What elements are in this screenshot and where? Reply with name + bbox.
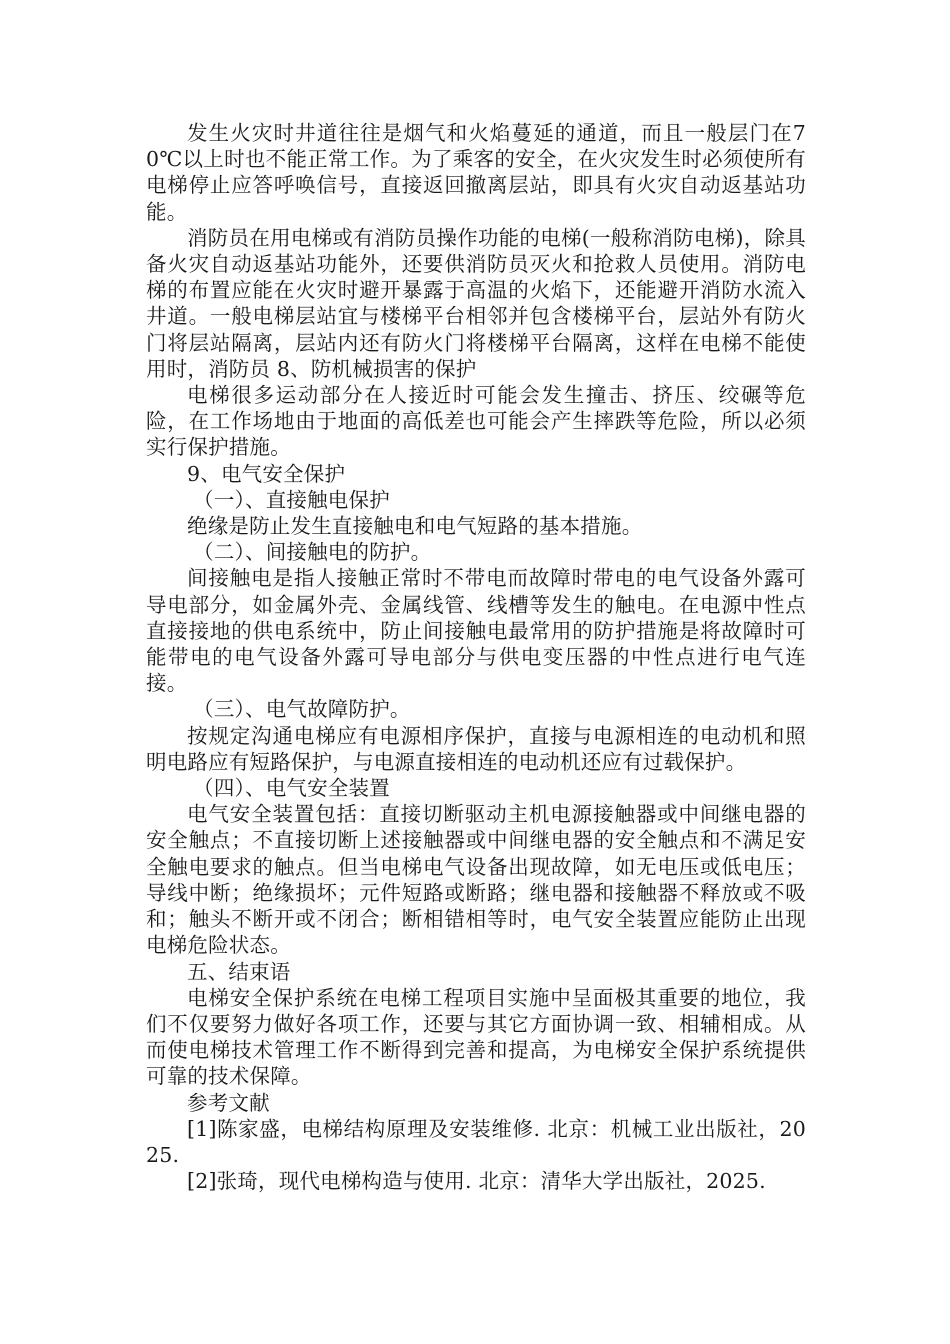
reference-item-1: [1]陈家盛，电梯结构原理及安装维修. 北京：机械工业出版社，2025. [146,1116,806,1167]
heading-electrical-fault: （三）、电气故障防护。 [193,697,411,722]
heading-safety-device: （四）、电气安全装置 [193,776,390,801]
paragraph-electrical-fault: 按规定沟通电梯应有电源相序保护，直接与电源相连的电动机和照明电路应有短路保护，与电源直接相连的电动机还应有过载保护。 [146,723,806,774]
paragraph-direct-shock: 绝缘是防止发生直接触电和电气短路的基本措施。 [187,514,643,539]
paragraph-mechanical-protection: 电梯很多运动部分在人接近时可能会发生撞击、挤压、绞碾等危险，在工作场地由于地面的高低差也可能会产生摔跌等危险，所以必须实行保护措施。 [146,383,806,460]
heading-conclusion: 五、结束语 [187,959,291,984]
reference-item-2: [2]张琦，现代电梯构造与使用. 北京：清华大学出版社，2025. [187,1169,766,1194]
paragraph-conclusion: 电梯安全保护系统在电梯工程项目实施中呈面极其重要的地位，我们不仅要努力做好各项工作，还要与其它方面协调一致、相辅相成。从而使电梯技术管理工作不断得到完善和提高，为电梯安全保护系统提供可靠的技术保障。 [146,985,806,1089]
paragraph-firefighter-elevator: 消防员在用电梯或有消防员操作功能的电梯(一般称消防电梯)，除具备火灾自动返基站功能外，还要供消防员灭火和抢救人员使用。消防电梯的布置应能在火灾时避开暴露于高温的火焰下，还能避开消防水流入井道。一般电梯层站宜与楼梯平台相邻并包含楼梯平台，层站外有防火门将层站隔离，层站内还有防火门将楼梯平台隔离，这样在电梯不能使用时，消防员 8、防机械损害的保护 [146,225,806,381]
heading-direct-shock: （一）、直接触电保护 [193,487,390,512]
heading-references: 参考文献 [187,1090,270,1115]
paragraph-safety-device: 电气安全装置包括：直接切断驱动主机电源接触器或中间继电器的安全触点；不直接切断上述接触器或中间继电器的安全触点和不满足安全触电要求的触点。但当电梯电气设备出现故障，如无电压或低电压；导线中断；绝缘损坏；元件短路或断路；继电器和接触器不释放或不吸和；触头不断开或不闭合；断相错相等时，电气安全装置应能防止出现电梯危险状态。 [146,802,806,958]
paragraph-fire-shaft: 发生火灾时井道往往是烟气和火焰蔓延的通道，而且一般层门在70℃以上时也不能正常工作。为了乘客的安全，在火灾发生时必须使所有电梯停止应答呼唤信号，直接返回撤离层站，即具有火灾自动返基站功能。 [146,121,806,224]
document-page [146,120,806,1194]
heading-indirect-shock: （二）、间接触电的防护。 [193,540,432,565]
heading-electrical-safety: 9、电气安全保护 [187,461,346,486]
paragraph-indirect-shock: 间接触电是指人接触正常时不带电而故障时带电的电气设备外露可导电部分，如金属外壳、金属线管、线槽等发生的触电。在电源中性点直接接地的供电系统中，防止间接触电最常用的防护措施是将故障时可能带电的电气设备外露可导电部分与供电变压器的中性点进行电气连接。 [146,566,806,696]
